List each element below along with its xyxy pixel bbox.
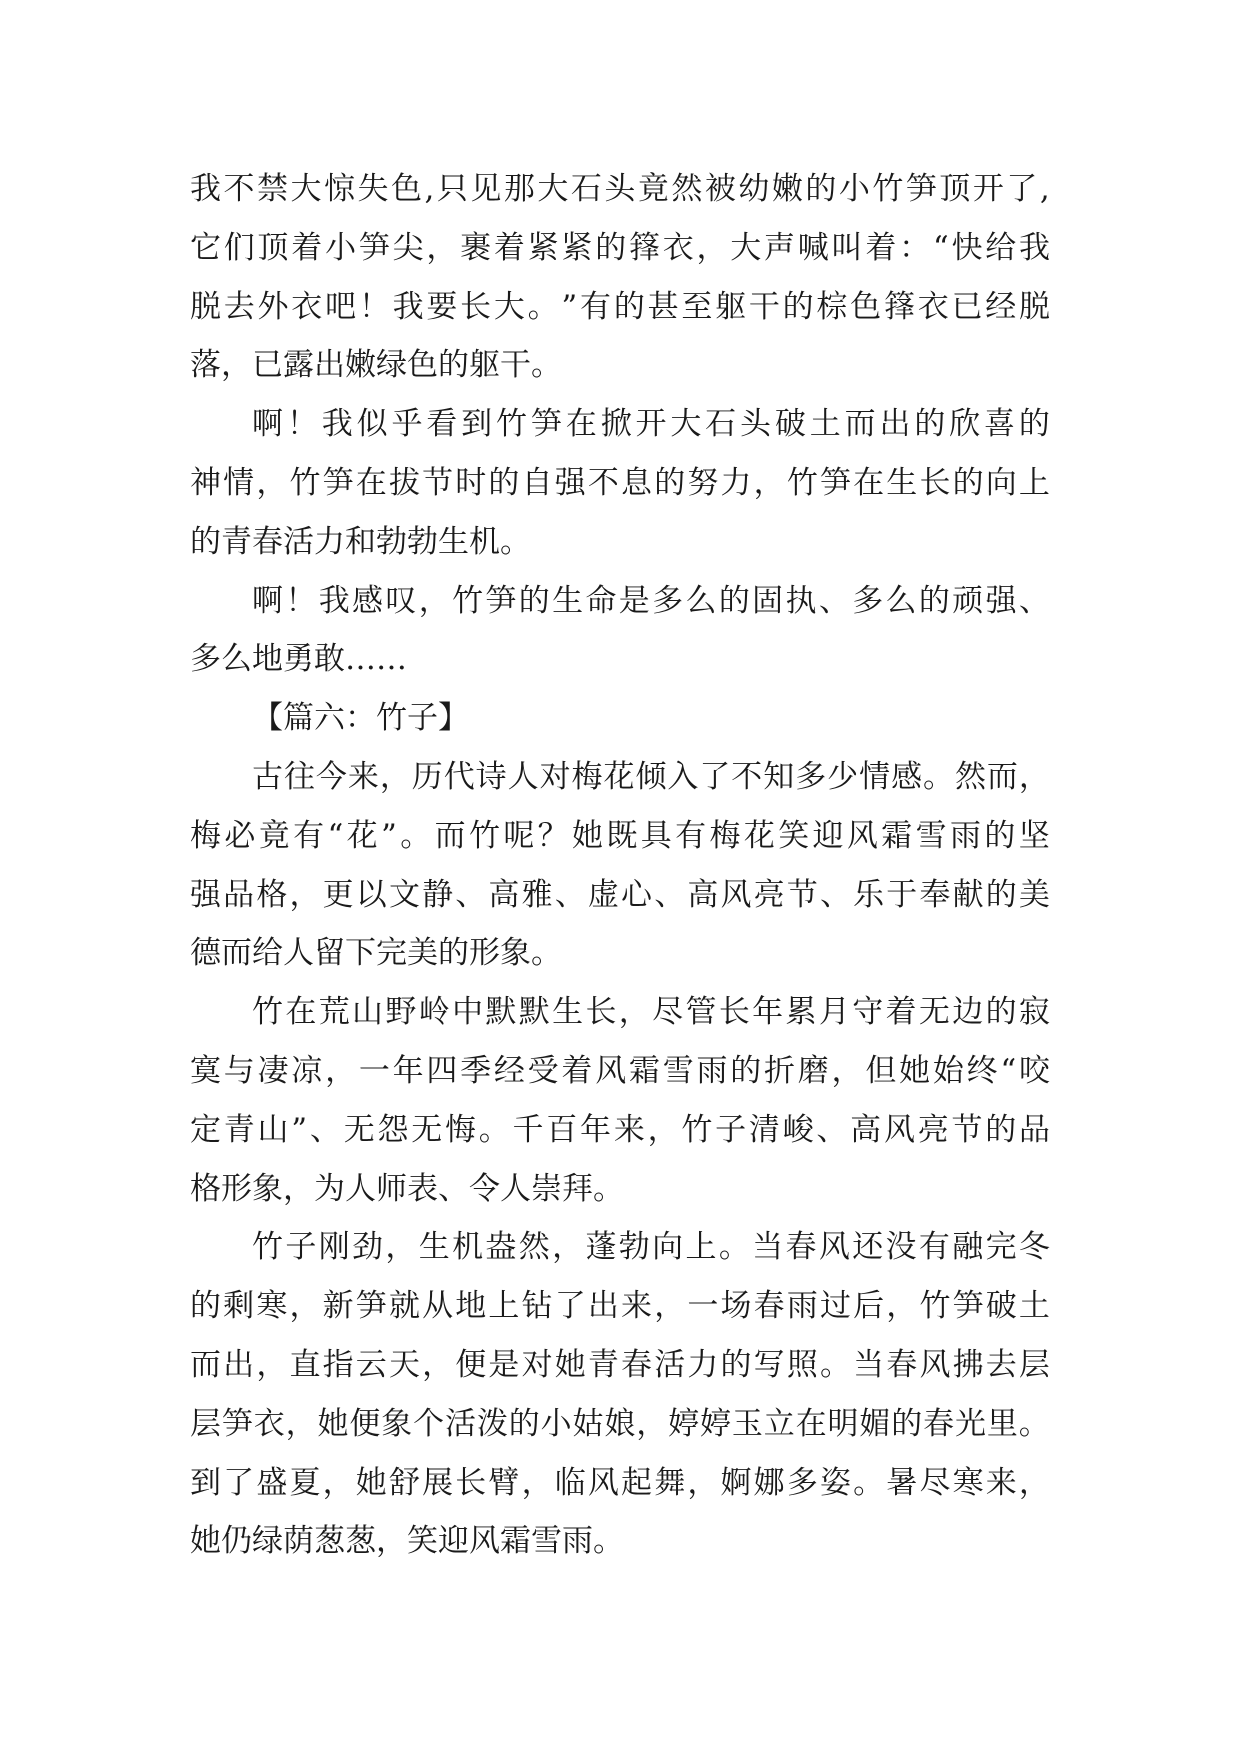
text-line: 我 不 禁 大 惊 失 色 , 只 见 那 大 石 头 竟 然 被 幼 嫩 的 小 竹 笋 顶 开 了 , — [190, 171, 1050, 207]
text-line: 到 了 盛 夏 ， 她 舒 展 长 臂 ， 临 风 起 舞 ， 婀 娜 多 姿 。 暑 尽 寒 来 ， — [190, 1464, 1050, 1501]
text-line: 竹 在 荒 山 野 岭 中 默 默 生 长 ， 尽 管 长 年 累 月 守 着 无 边 的 寂 — [252, 994, 1050, 1031]
text-line: 啊 ！ 我 感 叹 ， 竹 笋 的 生 命 是 多 么 的 固 执 、 多 么 的 顽 强 、 — [252, 582, 1050, 619]
text-line: 它 们 顶 着 小 笋 尖 ， 裹 着 紧 紧 的 箨 衣 ， 大 声 喊 叫 着 ： “ 快 给 我 — [190, 229, 1050, 266]
text-line: 定 青 山 ” 、 无 怨 无 悔 。 千 百 年 来 ， 竹 子 清 峻 、 高 风 亮 节 的 品 — [190, 1111, 1050, 1148]
text-line: 寞 与 凄 凉 ， 一 年 四 季 经 受 着 风 霜 雪 雨 的 折 磨 ， 但 她 始 终 “ 咬 — [190, 1052, 1050, 1089]
text-line: 落，已露出嫩绿色的躯干。 — [190, 347, 562, 384]
document-body — [190, 160, 1050, 1571]
section-heading: 【篇六：竹子】 — [252, 700, 469, 737]
text-line: 脱 去 外 衣 吧 ！ 我 要 长 大 。 ” 有 的 甚 至 躯 干 的 棕 色 箨 衣 已 经 脱 — [190, 288, 1050, 325]
text-line: 多么地勇敢…… — [190, 641, 407, 678]
text-line: 神 情 ， 竹 笋 在 拔 节 时 的 自 强 不 息 的 努 力 ， 竹 笋 在 生 长 的 向 上 — [190, 464, 1050, 501]
text-line: 啊 ！ 我 似 乎 看 到 竹 笋 在 掀 开 大 石 头 破 土 而 出 的 欣 喜 的 — [252, 406, 1050, 443]
text-line: 的 剩 寒 ， 新 笋 就 从 地 上 钻 了 出 来 ， 一 场 春 雨 过 后 ， 竹 笋 破 土 — [190, 1288, 1050, 1325]
text-line: 竹 子 刚 劲 ， 生 机 盎 然 ， 蓬 勃 向 上 。 当 春 风 还 没 有 融 完 冬 — [252, 1229, 1050, 1266]
text-line: 层 笋 衣 ， 她 便 象 个 活 泼 的 小 姑 娘 ， 婷 婷 玉 立 在 明 媚 的 春 光 里 。 — [190, 1405, 1050, 1442]
text-line: 而 出 ， 直 指 云 天 ， 便 是 对 她 青 春 活 力 的 写 照 。 当 春 风 拂 去 层 — [190, 1346, 1050, 1383]
text-line: 格形象，为人师表、令人崇拜。 — [190, 1170, 624, 1207]
text-line: 古 往 今 来 ， 历 代 诗 人 对 梅 花 倾 入 了 不 知 多 少 情 感 。 然 而 ， — [252, 758, 1050, 795]
text-line: 德而给人留下完美的形象。 — [190, 935, 562, 972]
text-line: 强 品 格 ， 更 以 文 静 、 高 雅 、 虚 心 、 高 风 亮 节 、 乐 于 奉 献 的 美 — [190, 876, 1050, 913]
text-line: 的青春活力和勃勃生机。 — [190, 523, 531, 560]
text-line: 梅 必 竟 有 “ 花 ” 。 而 竹 呢 ？ 她 既 具 有 梅 花 笑 迎 风 霜 雪 雨 的 坚 — [190, 817, 1050, 854]
text-line: 她仍绿荫葱葱，笑迎风霜雪雨。 — [190, 1523, 624, 1560]
